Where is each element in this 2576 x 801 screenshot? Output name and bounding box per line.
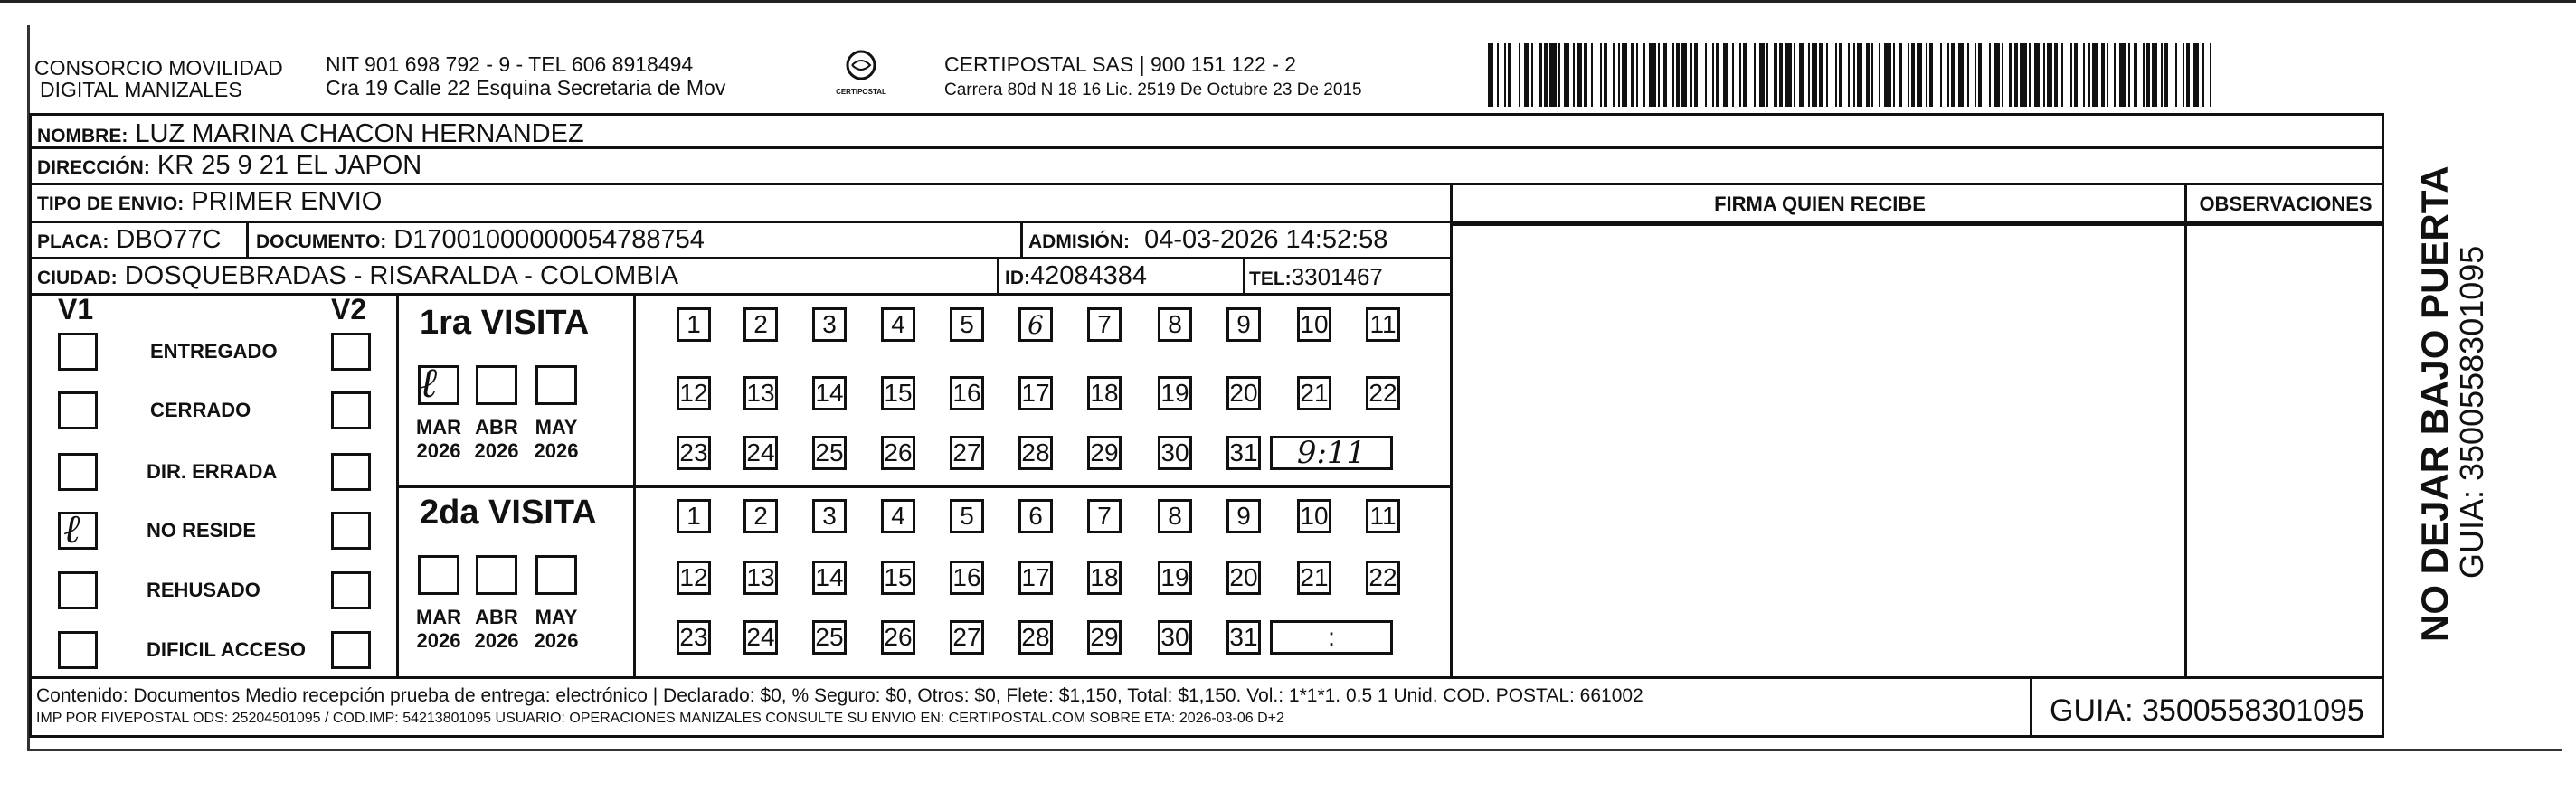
barcode-bar: [2128, 43, 2130, 107]
day-19-visit-2[interactable]: 19: [1158, 561, 1192, 595]
month-label-may-2: [523, 606, 590, 653]
day-22-visit-2[interactable]: 22: [1366, 561, 1400, 595]
barcode-bar: [2101, 43, 2105, 107]
barcode-bar: [1604, 43, 1607, 107]
barcode-bar: [2134, 43, 2137, 107]
day-26-visit-2[interactable]: 26: [881, 620, 915, 655]
status-label-rehusado: REHUSADO: [147, 579, 260, 601]
barcode-bar: [1908, 43, 1909, 107]
month-checkbox-may-2[interactable]: [535, 555, 577, 595]
barcode-bar: [1497, 43, 1499, 107]
tel-divider: [1243, 259, 1245, 296]
v1-checkbox-dificil-acceso[interactable]: [58, 631, 98, 669]
barcode-bar: [1947, 43, 1949, 107]
day-21-visit-1[interactable]: 21: [1297, 376, 1331, 410]
tipo-value: PRIMER ENVIO: [191, 187, 383, 216]
barcode-bar: [1819, 43, 1823, 107]
day-8-visit-1[interactable]: 8: [1158, 307, 1192, 342]
ciudad-row: [29, 259, 1453, 296]
visit-time-box-2[interactable]: :: [1270, 620, 1393, 655]
company-nit: NIT 901 698 792 - 9 - TEL 606 8918494: [326, 52, 694, 76]
barcode-bar: [1488, 43, 1493, 107]
footer-imp: IMP POR FIVEPOSTAL ODS: 25204501095 / COD.IMP: 54213801095 USUARIO: OPERACIONES MANIZALES CONSULTE SU ENVIO EN: CERTIPOSTAL.COM SOBRE ETA: 2026-03-06 D+2: [36, 711, 1284, 726]
day-16-visit-2[interactable]: 16: [950, 561, 984, 595]
barcode-bar: [1835, 43, 1837, 107]
day-23-visit-1[interactable]: 23: [677, 436, 711, 470]
barcode-bar: [1531, 43, 1533, 107]
day-28-visit-2[interactable]: 28: [1018, 620, 1053, 655]
day-1-visit-1[interactable]: 1: [677, 307, 711, 342]
id-value: 42084384: [1030, 261, 1148, 290]
company-name-line2: DIGITAL MANIZALES: [40, 78, 242, 101]
v1-label: V1: [58, 293, 94, 325]
barcode-bar: [1524, 43, 1530, 107]
day-2-visit-1[interactable]: 2: [743, 307, 778, 342]
month-name: MAY: [535, 606, 578, 628]
nombre-label: NOMBRE:: [37, 126, 128, 146]
day-30-visit-2[interactable]: 30: [1158, 620, 1192, 655]
placa-divider: [246, 223, 249, 259]
barcode-bar: [1848, 43, 1850, 107]
barcode-bar: [1613, 43, 1615, 107]
barcode-bar: [1705, 43, 1707, 107]
day-28-visit-1[interactable]: 28: [1018, 436, 1053, 470]
direccion-label: DIRECCIÓN:: [37, 157, 150, 178]
day-25-visit-2[interactable]: 25: [812, 620, 847, 655]
barcode-bar: [2186, 43, 2190, 107]
day-11-visit-1[interactable]: 11: [1366, 307, 1400, 342]
barcode-bar: [2074, 43, 2078, 107]
barcode-bar: [2014, 43, 2018, 107]
barcode-bar: [1951, 43, 1955, 107]
v2-label: V2: [331, 293, 367, 325]
ciudad-value: DOSQUEBRADAS - RISARALDA - COLOMBIA: [124, 261, 679, 290]
barcode-bar: [1504, 43, 1506, 107]
barcode-bar: [1539, 43, 1542, 107]
month-year: 2026: [534, 629, 579, 652]
month-checkbox-abr-1[interactable]: [476, 365, 517, 405]
day-9-visit-1[interactable]: 9: [1226, 307, 1261, 342]
day-12-visit-2[interactable]: 12: [677, 561, 711, 595]
barcode-bar: [1779, 43, 1783, 107]
status-label-cerrado: CERRADO: [150, 399, 251, 421]
barcode-bar: [1694, 43, 1698, 107]
day-20-visit-1[interactable]: 20: [1226, 376, 1261, 410]
barcode-bar: [2146, 43, 2150, 107]
month-year: 2026: [416, 629, 461, 652]
barcode-bar: [1975, 43, 1976, 107]
v2-checkbox-rehusado[interactable]: [331, 571, 371, 609]
v1-checkbox-entregado[interactable]: [58, 333, 98, 371]
tel-value: 3301467: [1291, 263, 1383, 290]
observaciones-column: [2184, 185, 2384, 679]
nombre-row: [29, 113, 2384, 149]
barcode-bar: [1600, 43, 1602, 107]
barcode-bar: [1681, 43, 1687, 107]
barcode-bar: [1622, 43, 1627, 107]
barcode-bar: [1759, 43, 1765, 107]
barcode-bar: [1958, 43, 1964, 107]
barcode-bar: [1774, 43, 1777, 107]
barcode-bar: [1940, 43, 1942, 107]
barcode: [1488, 43, 2211, 107]
courier-address: Carrera 80d N 18 16 Lic. 2519 De Octubre 23 De 2015: [944, 80, 1362, 99]
placa-label: PLACA:: [37, 231, 109, 252]
barcode-bar: [1643, 43, 1645, 107]
day-2-visit-2[interactable]: 2: [743, 499, 778, 533]
barcode-bar: [1591, 43, 1593, 107]
visit-time-box-1[interactable]: [1270, 436, 1393, 470]
barcode-bar: [1899, 43, 1902, 107]
barcode-bar: [2092, 43, 2098, 107]
barcode-bar: [1618, 43, 1620, 107]
barcode-bar: [2002, 43, 2003, 107]
barcode-bar: [2119, 43, 2126, 107]
nombre-value: LUZ MARINA CHACON HERNANDEZ: [135, 119, 584, 148]
barcode-bar: [2210, 43, 2211, 107]
day-1-visit-2[interactable]: 1: [677, 499, 711, 533]
barcode-bar: [1884, 43, 1891, 107]
barcode-bar: [1989, 43, 1991, 107]
barcode-bar: [1636, 43, 1638, 107]
day-6-visit-1[interactable]: 6: [1018, 307, 1053, 342]
barcode-bar: [1631, 43, 1634, 107]
day-26-visit-1[interactable]: 26: [881, 436, 915, 470]
barcode-bar: [2175, 43, 2177, 107]
month-name: MAY: [535, 416, 578, 438]
barcode-bar: [1544, 43, 1548, 107]
v2-checkbox-entregado[interactable]: [331, 333, 371, 371]
day-9-visit-2[interactable]: 9: [1226, 499, 1261, 533]
v1-checkbox-cerrado[interactable]: [58, 391, 98, 429]
barcode-bar: [1743, 43, 1747, 107]
day-27-visit-1[interactable]: 27: [950, 436, 984, 470]
day-12-visit-1[interactable]: 12: [677, 376, 711, 410]
barcode-bar: [2088, 43, 2090, 107]
day-13-visit-1[interactable]: 13: [743, 376, 778, 410]
id-label: ID:: [1005, 268, 1030, 288]
barcode-bar: [2161, 43, 2163, 107]
day-24-visit-2[interactable]: 24: [743, 620, 778, 655]
barcode-bar: [2164, 43, 2168, 107]
tipo-label: TIPO DE ENVIO:: [37, 193, 185, 214]
month-year: 2026: [474, 439, 519, 462]
month-checkbox-may-1[interactable]: [535, 365, 577, 405]
month-name: MAR: [415, 416, 462, 438]
barcode-bar: [1658, 43, 1660, 107]
visit-divider: [396, 485, 1451, 488]
barcode-bar: [2061, 43, 2063, 107]
admision-divider: [1020, 223, 1023, 259]
barcode-bar: [2152, 43, 2157, 107]
footer-contenido: Contenido: Documentos Medio recepción prueba de entrega: electrónico | Declarado: $0, % Seguro: $0, Otros: $0, Flete: $1,150, Total: $1,150. Vol.: 1*1*1. 0.5 1 Unid. COD. POSTAL: 661002: [36, 685, 1643, 706]
barcode-bar: [1564, 43, 1569, 107]
barcode-bar: [1508, 43, 1511, 107]
month-year: 2026: [474, 629, 519, 652]
admision-label: ADMISIÓN:: [1028, 231, 1130, 252]
barcode-bar: [2183, 43, 2184, 107]
day-4-visit-1[interactable]: 4: [881, 307, 915, 342]
day-18-visit-2[interactable]: 18: [1087, 561, 1122, 595]
tel-label: TEL:: [1249, 269, 1292, 289]
day-29-visit-2[interactable]: 29: [1087, 620, 1122, 655]
day-11-visit-2[interactable]: 11: [1366, 499, 1400, 533]
barcode-bar: [1871, 43, 1873, 107]
barcode-bar: [1794, 43, 1795, 107]
page-top-line: [0, 0, 2576, 3]
day-5-visit-1[interactable]: 5: [950, 307, 984, 342]
barcode-bar: [1978, 43, 1982, 107]
barcode-bar: [2020, 43, 2027, 107]
day-27-visit-2[interactable]: 27: [950, 620, 984, 655]
month-checkbox-abr-2[interactable]: [476, 555, 517, 595]
barcode-bar: [1672, 43, 1674, 107]
second-visit-title: 2da VISITA: [420, 494, 597, 532]
day-18-visit-1[interactable]: 18: [1087, 376, 1122, 410]
barcode-bar: [1812, 43, 1817, 107]
v1-checkbox-rehusado[interactable]: [58, 571, 98, 609]
v2-checkbox-cerrado[interactable]: [331, 391, 371, 429]
month-name: ABR: [475, 606, 518, 628]
barcode-bar: [1549, 43, 1557, 107]
placa-row: [29, 223, 1453, 259]
documento-label: DOCUMENTO:: [256, 231, 387, 252]
ciudad-label: CIUDAD:: [37, 268, 118, 288]
barcode-bar: [1893, 43, 1895, 107]
month-label-mar-2: [405, 606, 472, 653]
day-31-visit-1[interactable]: 31: [1226, 436, 1261, 470]
barcode-bar: [2107, 43, 2108, 107]
day-14-visit-1[interactable]: 14: [812, 376, 847, 410]
day-5-visit-2[interactable]: 5: [950, 499, 984, 533]
day-29-visit-1[interactable]: 29: [1087, 436, 1122, 470]
direccion-value: KR 25 9 21 EL JAPON: [156, 151, 422, 180]
barcode-bar: [2083, 43, 2085, 107]
barcode-bar: [2202, 43, 2204, 107]
barcode-bar: [1866, 43, 1870, 107]
day-21-visit-2[interactable]: 21: [1297, 561, 1331, 595]
barcode-bar: [1929, 43, 1933, 107]
day-10-visit-2[interactable]: 10: [1297, 499, 1331, 533]
month-label-mar-1: [405, 416, 472, 463]
status-label-dificil-acceso: DIFICIL ACCESO: [147, 638, 307, 661]
barcode-bar: [1994, 43, 2000, 107]
barcode-bar: [1716, 43, 1719, 107]
columns-header-line: [1450, 223, 2384, 226]
barcode-bar: [1911, 43, 1915, 107]
day-22-visit-1[interactable]: 22: [1366, 376, 1400, 410]
observaciones-header: OBSERVACIONES: [2199, 193, 2372, 215]
barcode-bar: [1926, 43, 1927, 107]
day-25-visit-1[interactable]: 25: [812, 436, 847, 470]
barcode-bar: [2070, 43, 2072, 107]
day-7-visit-1[interactable]: 7: [1087, 307, 1122, 342]
day-4-visit-2[interactable]: 4: [881, 499, 915, 533]
day-19-visit-1[interactable]: 19: [1158, 376, 1192, 410]
barcode-bar: [1519, 43, 1520, 107]
month-checkbox-mar-2[interactable]: [418, 555, 459, 595]
id-divider: [997, 259, 999, 296]
barcode-bar: [2029, 43, 2031, 107]
day-10-visit-1[interactable]: 10: [1297, 307, 1331, 342]
v2-checkbox-dir-errada[interactable]: [331, 453, 371, 491]
barcode-bar: [1917, 43, 1922, 107]
day-20-visit-2[interactable]: 20: [1226, 561, 1261, 595]
barcode-bar: [1649, 43, 1656, 107]
direccion-row: [29, 149, 2384, 185]
handwritten-time: 9:11: [1296, 435, 1367, 471]
day-15-visit-2[interactable]: 15: [881, 561, 915, 595]
footer-guia: GUIA: 3500558301095: [2050, 693, 2364, 728]
barcode-bar: [1723, 43, 1728, 107]
barcode-bar: [1577, 43, 1582, 107]
barcode-bar: [2047, 43, 2052, 107]
barcode-bar: [2043, 43, 2045, 107]
certipostal-logo: CERTIPOSTAL: [834, 49, 888, 103]
day-3-visit-1[interactable]: 3: [812, 307, 847, 342]
courier-name: CERTIPOSTAL SAS | 900 151 122 - 2: [944, 52, 1297, 76]
side-guia: GUIA: 3500558301095: [2453, 245, 2490, 579]
barcode-bar: [1967, 43, 1969, 107]
barcode-bar: [1839, 43, 1842, 107]
barcode-bar: [1857, 43, 1862, 107]
documento-value: D17001000000054788754: [393, 225, 705, 254]
barcode-bar: [1558, 43, 1560, 107]
company-name-line1: CONSORCIO MOVILIDAD: [34, 56, 283, 80]
barcode-bar: [2034, 43, 2040, 107]
status-label-dir-errada: DIR. ERRADA: [147, 460, 278, 483]
day-31-visit-2[interactable]: 31: [1226, 620, 1261, 655]
day-8-visit-2[interactable]: 8: [1158, 499, 1192, 533]
barcode-bar: [1808, 43, 1810, 107]
month-label-may-1: [523, 416, 590, 463]
barcode-bar: [1754, 43, 1756, 107]
company-address: Cra 19 Calle 22 Esquina Secretaria de Mov: [326, 76, 726, 99]
month-name: MAR: [415, 606, 462, 628]
barcode-bar: [1690, 43, 1692, 107]
barcode-bar: [1785, 43, 1792, 107]
placa-value: DBO77C: [116, 225, 222, 254]
month-name: ABR: [475, 416, 518, 438]
day-3-visit-2[interactable]: 3: [812, 499, 847, 533]
day-14-visit-2[interactable]: 14: [812, 561, 847, 595]
barcode-bar: [1676, 43, 1680, 107]
day-24-visit-1[interactable]: 24: [743, 436, 778, 470]
firma-column: [1450, 185, 2187, 679]
firma-header: FIRMA QUIEN RECIBE: [1714, 193, 1926, 215]
day-15-visit-1[interactable]: 15: [881, 376, 915, 410]
barcode-bar: [1663, 43, 1667, 107]
month-year: 2026: [534, 439, 579, 462]
v1-checkbox-dir-errada[interactable]: [58, 453, 98, 491]
barcode-bar: [2009, 43, 2012, 107]
day-30-visit-1[interactable]: 30: [1158, 436, 1192, 470]
day-23-visit-2[interactable]: 23: [677, 620, 711, 655]
status-label-entregado: ENTREGADO: [150, 340, 278, 363]
day-13-visit-2[interactable]: 13: [743, 561, 778, 595]
barcode-bar: [2054, 43, 2058, 107]
barcode-bar: [1732, 43, 1734, 107]
barcode-bar: [1584, 43, 1587, 107]
day-6-visit-2[interactable]: 6: [1018, 499, 1053, 533]
admision-value: 04-03-2026 14:52:58: [1144, 225, 1388, 254]
day-7-visit-2[interactable]: 7: [1087, 499, 1122, 533]
side-warning: NO DEJAR BAJO PUERTA: [2413, 165, 2456, 642]
month-label-abr-2: [463, 606, 530, 653]
barcode-bar: [1853, 43, 1855, 107]
barcode-bar: [1879, 43, 1880, 107]
v2-checkbox-no-reside[interactable]: [331, 512, 371, 550]
month-year: 2026: [416, 439, 461, 462]
first-visit-title: 1ra VISITA: [420, 304, 590, 342]
handwritten-check-mark: ℓ: [63, 506, 80, 552]
handwritten-month-mark: ℓ: [420, 358, 438, 407]
status-label-no-reside: NO RESIDE: [147, 519, 257, 542]
barcode-bar: [2143, 43, 2145, 107]
day-17-visit-2[interactable]: 17: [1018, 561, 1053, 595]
barcode-bar: [1712, 43, 1714, 107]
barcode-bar: [2114, 43, 2116, 107]
day-16-visit-1[interactable]: 16: [950, 376, 984, 410]
day-17-visit-1[interactable]: 17: [1018, 376, 1053, 410]
month-label-abr-1: [463, 416, 530, 463]
barcode-bar: [1799, 43, 1804, 107]
footer-divider: [2030, 676, 2032, 738]
barcode-bar: [2193, 43, 2199, 107]
barcode-bar: [1739, 43, 1741, 107]
barcode-bar: [1573, 43, 1575, 107]
barcode-bar: [1766, 43, 1768, 107]
v2-checkbox-dificil-acceso[interactable]: [331, 631, 371, 669]
barcode-bar: [1826, 43, 1828, 107]
